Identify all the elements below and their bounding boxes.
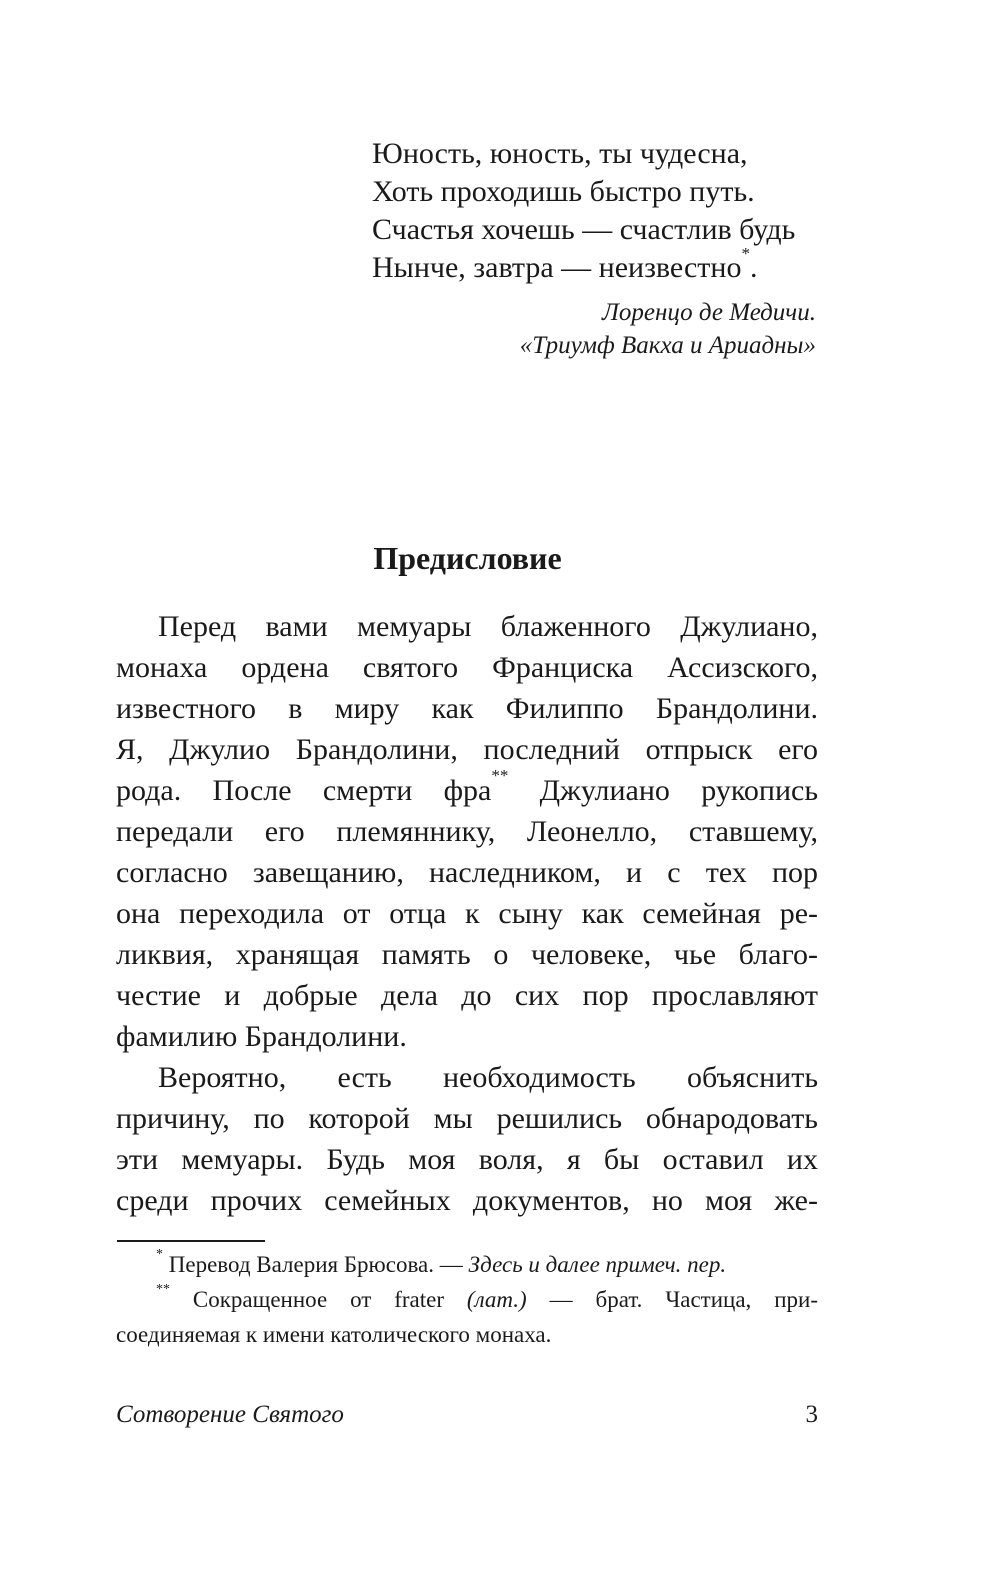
- text-line: Я, Джулио Брандолини, последний отпрыск его: [116, 733, 818, 766]
- text-line: причину, по которой мы решились обнародовать: [116, 1102, 818, 1135]
- footnote-1: [116, 1247, 818, 1282]
- text-line: передали его племяннику, Леонелло, ставшему,: [116, 815, 818, 848]
- footnote-marker: *: [741, 244, 750, 263]
- footnote-marker: **: [156, 1282, 170, 1297]
- text-line: эти мемуары. Будь моя воля, я бы оставил их: [116, 1143, 818, 1176]
- page-number: 3: [805, 1401, 818, 1428]
- text-line: честие и добрые дела до сих пор прославляют: [116, 979, 818, 1012]
- footnote-italic: Здесь и далее примеч. пер.: [468, 1252, 727, 1277]
- footnote-text: Перевод Валерия Брюсова. —: [163, 1252, 469, 1277]
- footnotes: [116, 1247, 818, 1352]
- footnote-2: [116, 1282, 818, 1317]
- text-line: среди прочих семейных документов, но моя же-: [116, 1184, 818, 1217]
- epigraph-line-end: .: [749, 251, 758, 284]
- footnote-text: — брат. Частица, при-: [526, 1287, 818, 1312]
- text-line: ликвия, хранящая память о человеке, чье благо-: [116, 938, 818, 971]
- footnote-2-continuation: соединяемая к имени католического монаха.: [116, 1322, 552, 1347]
- epigraph-line: Счастья хочешь — счастлив будь: [372, 213, 796, 246]
- paragraph: [116, 606, 818, 1057]
- text-line: она переходила от отца к сыну как семейная ре-: [116, 897, 818, 930]
- attribution-author: Лоренцо де Медичи.: [601, 299, 816, 326]
- text-line: известного в миру как Филиппо Брандолини.: [116, 692, 818, 725]
- text-line-part: Джулиано рукопись: [508, 774, 818, 807]
- footnote-italic: (лат.): [466, 1287, 527, 1312]
- footnote-text: Сокращенное от frater: [170, 1287, 467, 1312]
- running-footer-title: Сотворение Святого: [116, 1401, 344, 1428]
- body-text: [116, 606, 818, 1221]
- footnote-marker: *: [156, 1247, 163, 1262]
- epigraph-attribution: [520, 296, 816, 362]
- text-line: Перед вами мемуары блаженного Джулиано,: [158, 610, 818, 643]
- epigraph-line: Хоть проходишь быстро путь.: [372, 175, 755, 208]
- paragraph: [116, 1057, 818, 1221]
- text-line-part: рода. После смерти фра: [116, 774, 492, 807]
- epigraph-line: Юность, юность, ты чудесна,: [372, 137, 748, 170]
- attribution-source: «Триумф Вакха и Ариадны»: [519, 332, 816, 359]
- chapter-heading: Предисловие: [373, 540, 562, 576]
- epigraph: [372, 135, 832, 287]
- text-line: [116, 766, 818, 811]
- epigraph-line: [372, 244, 832, 287]
- text-line: монаха ордена святого Франциска Ассизского,: [116, 651, 818, 684]
- text-line: фамилию Брандолини.: [116, 1020, 407, 1053]
- footnote-separator: [117, 1240, 265, 1242]
- footnote-marker: **: [491, 766, 509, 785]
- text-line: Вероятно, есть необходимость объяснить: [158, 1061, 818, 1094]
- epigraph-line-text: Нынче, завтра — неизвестно: [372, 251, 742, 284]
- text-line: согласно завещанию, наследником, и с тех пор: [116, 856, 818, 889]
